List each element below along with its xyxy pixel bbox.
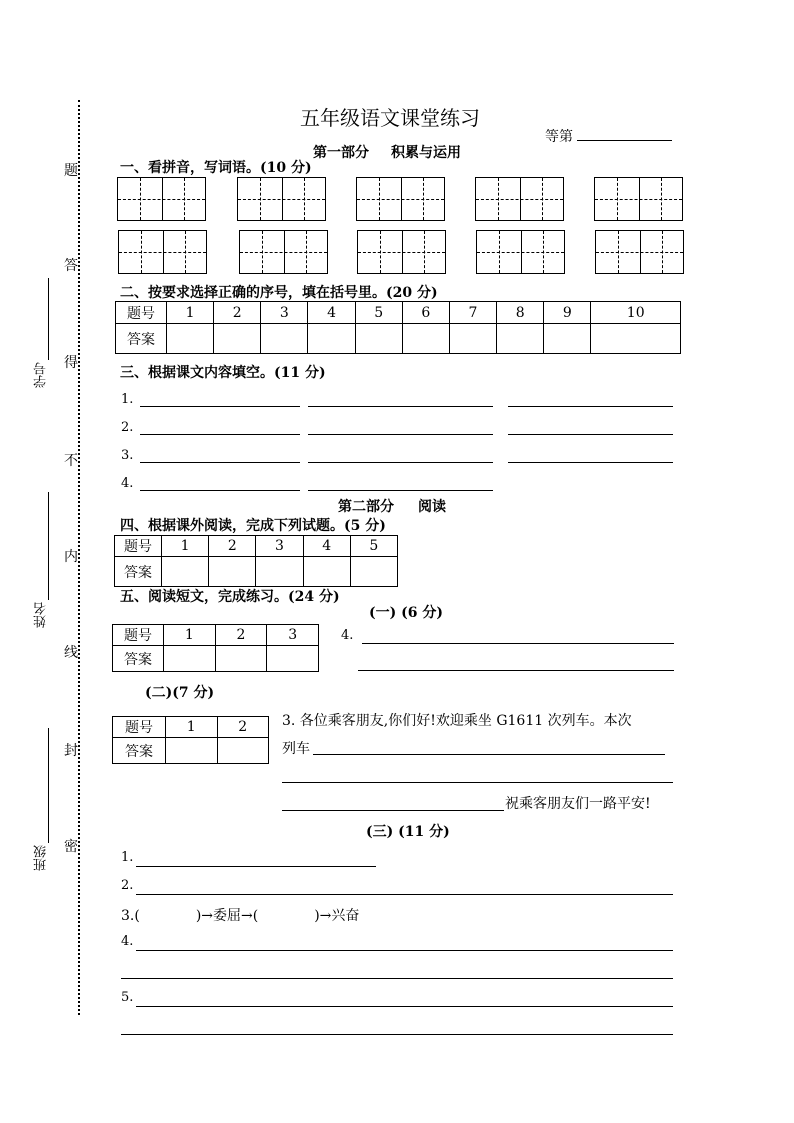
table-answer-label: 答案 [113,738,166,764]
margin-char-de: 得 [64,355,78,371]
blank-line[interactable] [140,462,300,463]
answer-cell[interactable] [256,557,303,587]
word-box[interactable] [357,230,446,274]
answer-cell[interactable] [261,324,308,354]
table-number: 2 [215,625,267,646]
q4-answer-table [114,535,398,587]
blank-line[interactable] [121,1034,673,1035]
blank-line[interactable] [282,782,673,783]
part2-heading [338,496,446,516]
blank-line[interactable] [136,950,673,951]
answer-cell[interactable] [162,557,209,587]
answer-cell[interactable] [544,324,591,354]
blank-line[interactable] [308,434,493,435]
blank-line[interactable] [282,810,504,811]
table-number: 3 [267,625,319,646]
grade-field[interactable] [577,140,672,141]
sec3-q3-end: )→兴奋 [314,908,360,924]
part1-title: 第一部分 [313,145,369,161]
section-2-heading: (二)(7 分) [145,685,215,701]
word-box[interactable] [237,177,326,221]
blank-line[interactable] [313,754,665,755]
table-header-label: 题号 [115,536,162,557]
margin-char-mi: 密 [64,839,78,855]
sec3-num: 1. [121,850,134,865]
answer-cell[interactable] [350,557,397,587]
blank-line[interactable] [508,462,673,463]
blank-line[interactable] [121,978,673,979]
margin-char-da: 答 [64,258,78,274]
table-number: 1 [164,625,216,646]
table-header-label: 题号 [116,302,167,324]
sec1-q4-num: 4. [341,628,354,643]
table-number: 6 [402,302,449,324]
blank-line[interactable] [358,670,674,671]
word-box[interactable] [356,177,445,221]
q4-heading: 四、根据课外阅读，完成下列试题。(5 分) [120,518,386,534]
blank-line[interactable] [308,490,493,491]
table-number: 5 [355,302,402,324]
blank-line[interactable] [508,434,673,435]
name-field[interactable] [48,492,49,600]
answer-cell[interactable] [164,646,216,672]
q1-heading: 一、看拼音，写词语。(10 分) [120,160,312,176]
margin-char-nei: 内 [64,549,78,565]
class-label: 班级 [34,845,49,871]
table-number: 2 [217,717,269,738]
table-number: 1 [162,536,209,557]
sec3-q3 [121,905,359,925]
table-number: 1 [166,717,218,738]
grade-label: 等第 [545,129,573,145]
sec3-num: 3. [121,908,135,924]
table-number: 3 [256,536,303,557]
margin-char-ti: 题 [64,163,78,179]
table-number: 10 [591,302,681,324]
q2-answer-table [115,301,681,354]
section-1-heading: (一) (6 分) [369,605,443,621]
name-label: 姓名 [34,602,49,628]
answer-cell[interactable] [267,646,319,672]
part1-heading [313,142,461,162]
table-header-label: 题号 [113,625,164,646]
q3-num: 3. [121,448,134,463]
sec3-num: 5. [121,990,134,1005]
q3-heading: 三、根据课文内容填空。(11 分) [120,365,326,381]
margin-char-xian: 线 [64,645,78,661]
table-number: 4 [303,536,350,557]
blank-line[interactable] [308,462,493,463]
sec2-answer-table [112,716,269,764]
table-number: 7 [449,302,496,324]
page-title: 五年级语文课堂练习 [300,106,480,130]
answer-cell[interactable] [355,324,402,354]
table-number: 5 [350,536,397,557]
answer-cell[interactable] [303,557,350,587]
sec2-q3-text: 3. 各位乘客朋友,你们好!欢迎乘坐 G1611 次列车。本次 [282,713,632,729]
table-answer-label: 答案 [116,324,167,354]
q3-num: 1. [121,392,134,407]
blank-line[interactable] [140,490,300,491]
sec3-num: 2. [121,878,134,893]
section-3-heading: (三) (11 分) [366,824,450,840]
table-header-label: 题号 [113,717,166,738]
answer-cell[interactable] [402,324,449,354]
answer-cell[interactable] [215,646,267,672]
word-box[interactable] [239,230,328,274]
q5-heading: 五、阅读短文，完成练习。(24 分) [120,589,340,605]
part1-subtitle: 积累与运用 [391,145,461,161]
word-box[interactable] [594,177,683,221]
q2-heading: 二、按要求选择正确的序号，填在括号里。(20 分) [120,285,438,301]
student-no-label: 学号 [34,362,49,388]
q3-num: 4. [121,476,134,491]
answer-cell[interactable] [167,324,214,354]
word-box[interactable] [118,230,207,274]
blank-line[interactable] [362,643,674,644]
blank-line[interactable] [136,1006,673,1007]
table-number: 1 [167,302,214,324]
answer-cell[interactable] [308,324,355,354]
blank-line[interactable] [136,866,376,867]
word-box[interactable] [117,177,206,221]
blank-line[interactable] [140,406,300,407]
table-number: 2 [214,302,261,324]
answer-cell[interactable] [166,738,218,764]
table-answer-label: 答案 [113,646,164,672]
margin-char-feng: 封 [64,743,78,759]
table-number: 2 [209,536,256,557]
blank-line[interactable] [308,406,493,407]
table-answer-label: 答案 [115,557,162,587]
table-number: 9 [544,302,591,324]
sec1-answer-table [112,624,319,672]
binding-line [78,100,80,1015]
answer-cell[interactable] [449,324,496,354]
word-box[interactable] [476,230,565,274]
q3-num: 2. [121,420,134,435]
sec2-q3-text-2: 列车 [282,741,310,757]
blank-line[interactable] [140,434,300,435]
word-box[interactable] [475,177,564,221]
answer-cell[interactable] [214,324,261,354]
sec2-q3-ending: 祝乘客朋友们一路平安! [505,796,651,812]
part2-title: 第二部分 [338,499,394,515]
answer-cell[interactable] [217,738,269,764]
answer-cell[interactable] [209,557,256,587]
table-number: 3 [261,302,308,324]
class-field[interactable] [48,728,49,843]
answer-cell[interactable] [497,324,544,354]
sec3-num: 4. [121,934,134,949]
word-box[interactable] [595,230,684,274]
table-number: 4 [308,302,355,324]
paren: ( [134,908,140,924]
student-no-field[interactable] [48,278,49,360]
blank-line[interactable] [508,406,673,407]
part2-subtitle: 阅读 [418,499,446,515]
answer-cell[interactable] [591,324,681,354]
sec3-q3-mid: )→委屈→( [195,908,259,924]
table-number: 8 [497,302,544,324]
margin-char-bu: 不 [64,453,78,469]
blank-line[interactable] [136,894,673,895]
